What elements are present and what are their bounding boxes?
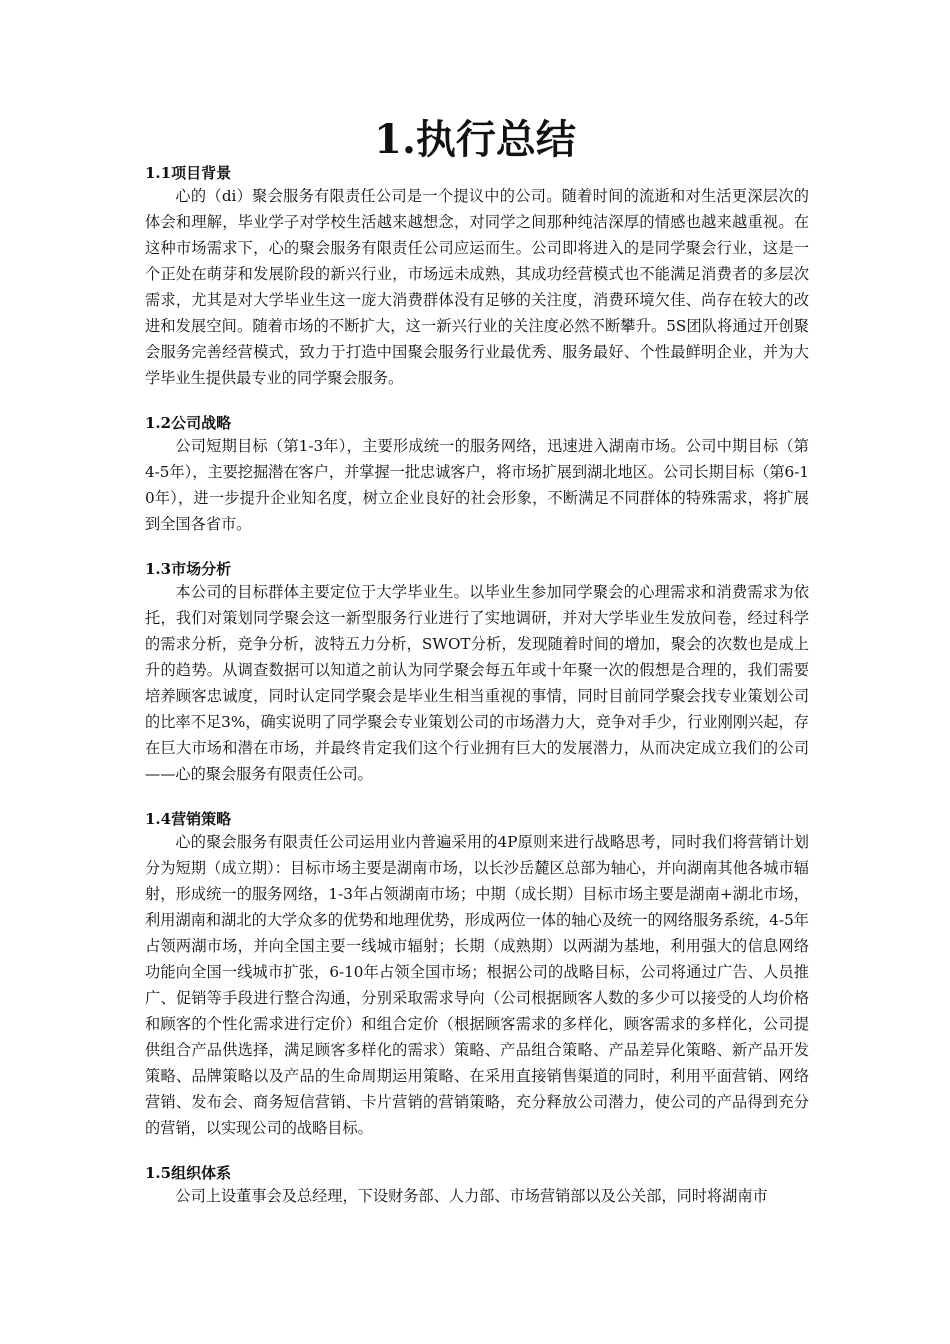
section-paragraph: 心的（di）聚会服务有限责任公司是一个提议中的公司。随着时间的流逝和对生活更深层次的体会和理解，毕业学子对学校生活越来越想念，对同学之间那种纯洁深厚的情感也越来越重视。在这种市场需求下，心的聚会服务有限责任公司应运而生。公司即将进入的是同学聚会行业，这是一个正处在萌芽和发展阶段的新兴行业，市场远未成熟，其成功经营模式也不能满足消费者的多层次需求，尤其是对大学毕业生这一庞大消费群体没有足够的关注度，消费环境欠佳、尚存在较大的改进和发展空间。随着市场的不断扩大，这一新兴行业的关注度必然不断攀升。5S团队将通过开创聚会服务完善经营模式，致力于打造中国聚会服务行业最优秀、服务最好、个性最鲜明企业，并为大学毕业生提供最专业的同学聚会服务。: [145, 187, 809, 387]
section-project-background: [145, 163, 809, 391]
document-title: 1.执行总结: [374, 116, 576, 163]
section-organization: [145, 1163, 809, 1209]
section-company-strategy: [145, 413, 809, 537]
document-body: [145, 163, 809, 1209]
section-paragraph: 心的聚会服务有限责任公司运用业内普遍采用的4P原则来进行战略思考，同时我们将营销计划分为短期（成立期）：目标市场主要是湖南市场，以长沙岳麓区总部为轴心，并向湖南其他各城市辐射，形成统一的服务网络，1-3年占领湖南市场；中期（成长期）目标市场主要是湖南+湖北市场，利用湖南和湖北的大学众多的优势和地理优势，形成两位一体的轴心及统一的网络服务系统，4-5年占领两湖市场，并向全国主要一线城市辐射；长期（成熟期）以两湖为基地，利用强大的信息网络功能向全国一线城市扩张，6-10年占领全国市场；根据公司的战略目标，公司将通过广告、人员推广、促销等手段进行整合沟通，分别采取需求导向（公司根据顾客人数的多少可以接受的人均价格和顾客的个性化需求进行定价）和组合定价（根据顾客需求的多样化，顾客需求的多样化，公司提供组合产品供选择，满足顾客多样化的需求）策略、产品组合策略、产品差异化策略、新产品开发策略、品牌策略以及产品的生命周期运用策略、在采用直接销售渠道的同时，利用平面营销、网络营销、发布会、商务短信营销、卡片营销的营销策略，充分释放公司潜力，使公司的产品得到充分的营销，以实现公司的战略目标。: [145, 833, 809, 1137]
section-paragraph: 公司短期目标（第1-3年），主要形成统一的服务网络，迅速进入湖南市场。公司中期目标（第4-5年），主要挖掘潜在客户，并掌握一批忠诚客户，将市场扩展到湖北地区。公司长期目标（第6-10年），进一步提升企业知名度，树立企业良好的社会形象，不断满足不同群体的特殊需求，将扩展到全国各省市。: [145, 437, 810, 533]
section-heading: 1.4营销策略: [145, 810, 232, 828]
section-paragraph: 本公司的目标群体主要定位于大学毕业生。以毕业生参加同学聚会的心理需求和消费需求为依托，我们对策划同学聚会这一新型服务行业进行了实地调研，并对大学毕业生发放问卷，经过科学的需求分析，竞争分析，波特五力分析，SWOT分析，发现随着时间的增加，聚会的次数也是成上升的趋势。从调查数据可以知道之前认为同学聚会每五年或十年聚一次的假想是合理的，我们需要培养顾客忠诚度，同时认定同学聚会是毕业生相当重视的事情，同时目前同学聚会找专业策划公司的比率不足3%，确实说明了同学聚会专业策划公司的市场潜力大，竞争对手少，行业刚刚兴起，存在巨大市场和潜在市场，并最终肯定我们这个行业拥有巨大的发展潜力，从而决定成立我们的公司——心的聚会服务有限责任公司。: [145, 583, 809, 783]
section-market-analysis: [145, 559, 809, 787]
section-paragraph: 公司上设董事会及总经理，下设财务部、人力部、市场营销部以及公关部，同时将湖南市: [175, 1187, 768, 1205]
section-heading: 1.3市场分析: [145, 560, 232, 578]
section-heading: 1.1项目背景: [145, 164, 232, 182]
section-marketing-strategy: [145, 809, 809, 1141]
section-heading: 1.2公司战略: [145, 414, 232, 432]
section-heading: 1.5组织体系: [145, 1164, 232, 1182]
